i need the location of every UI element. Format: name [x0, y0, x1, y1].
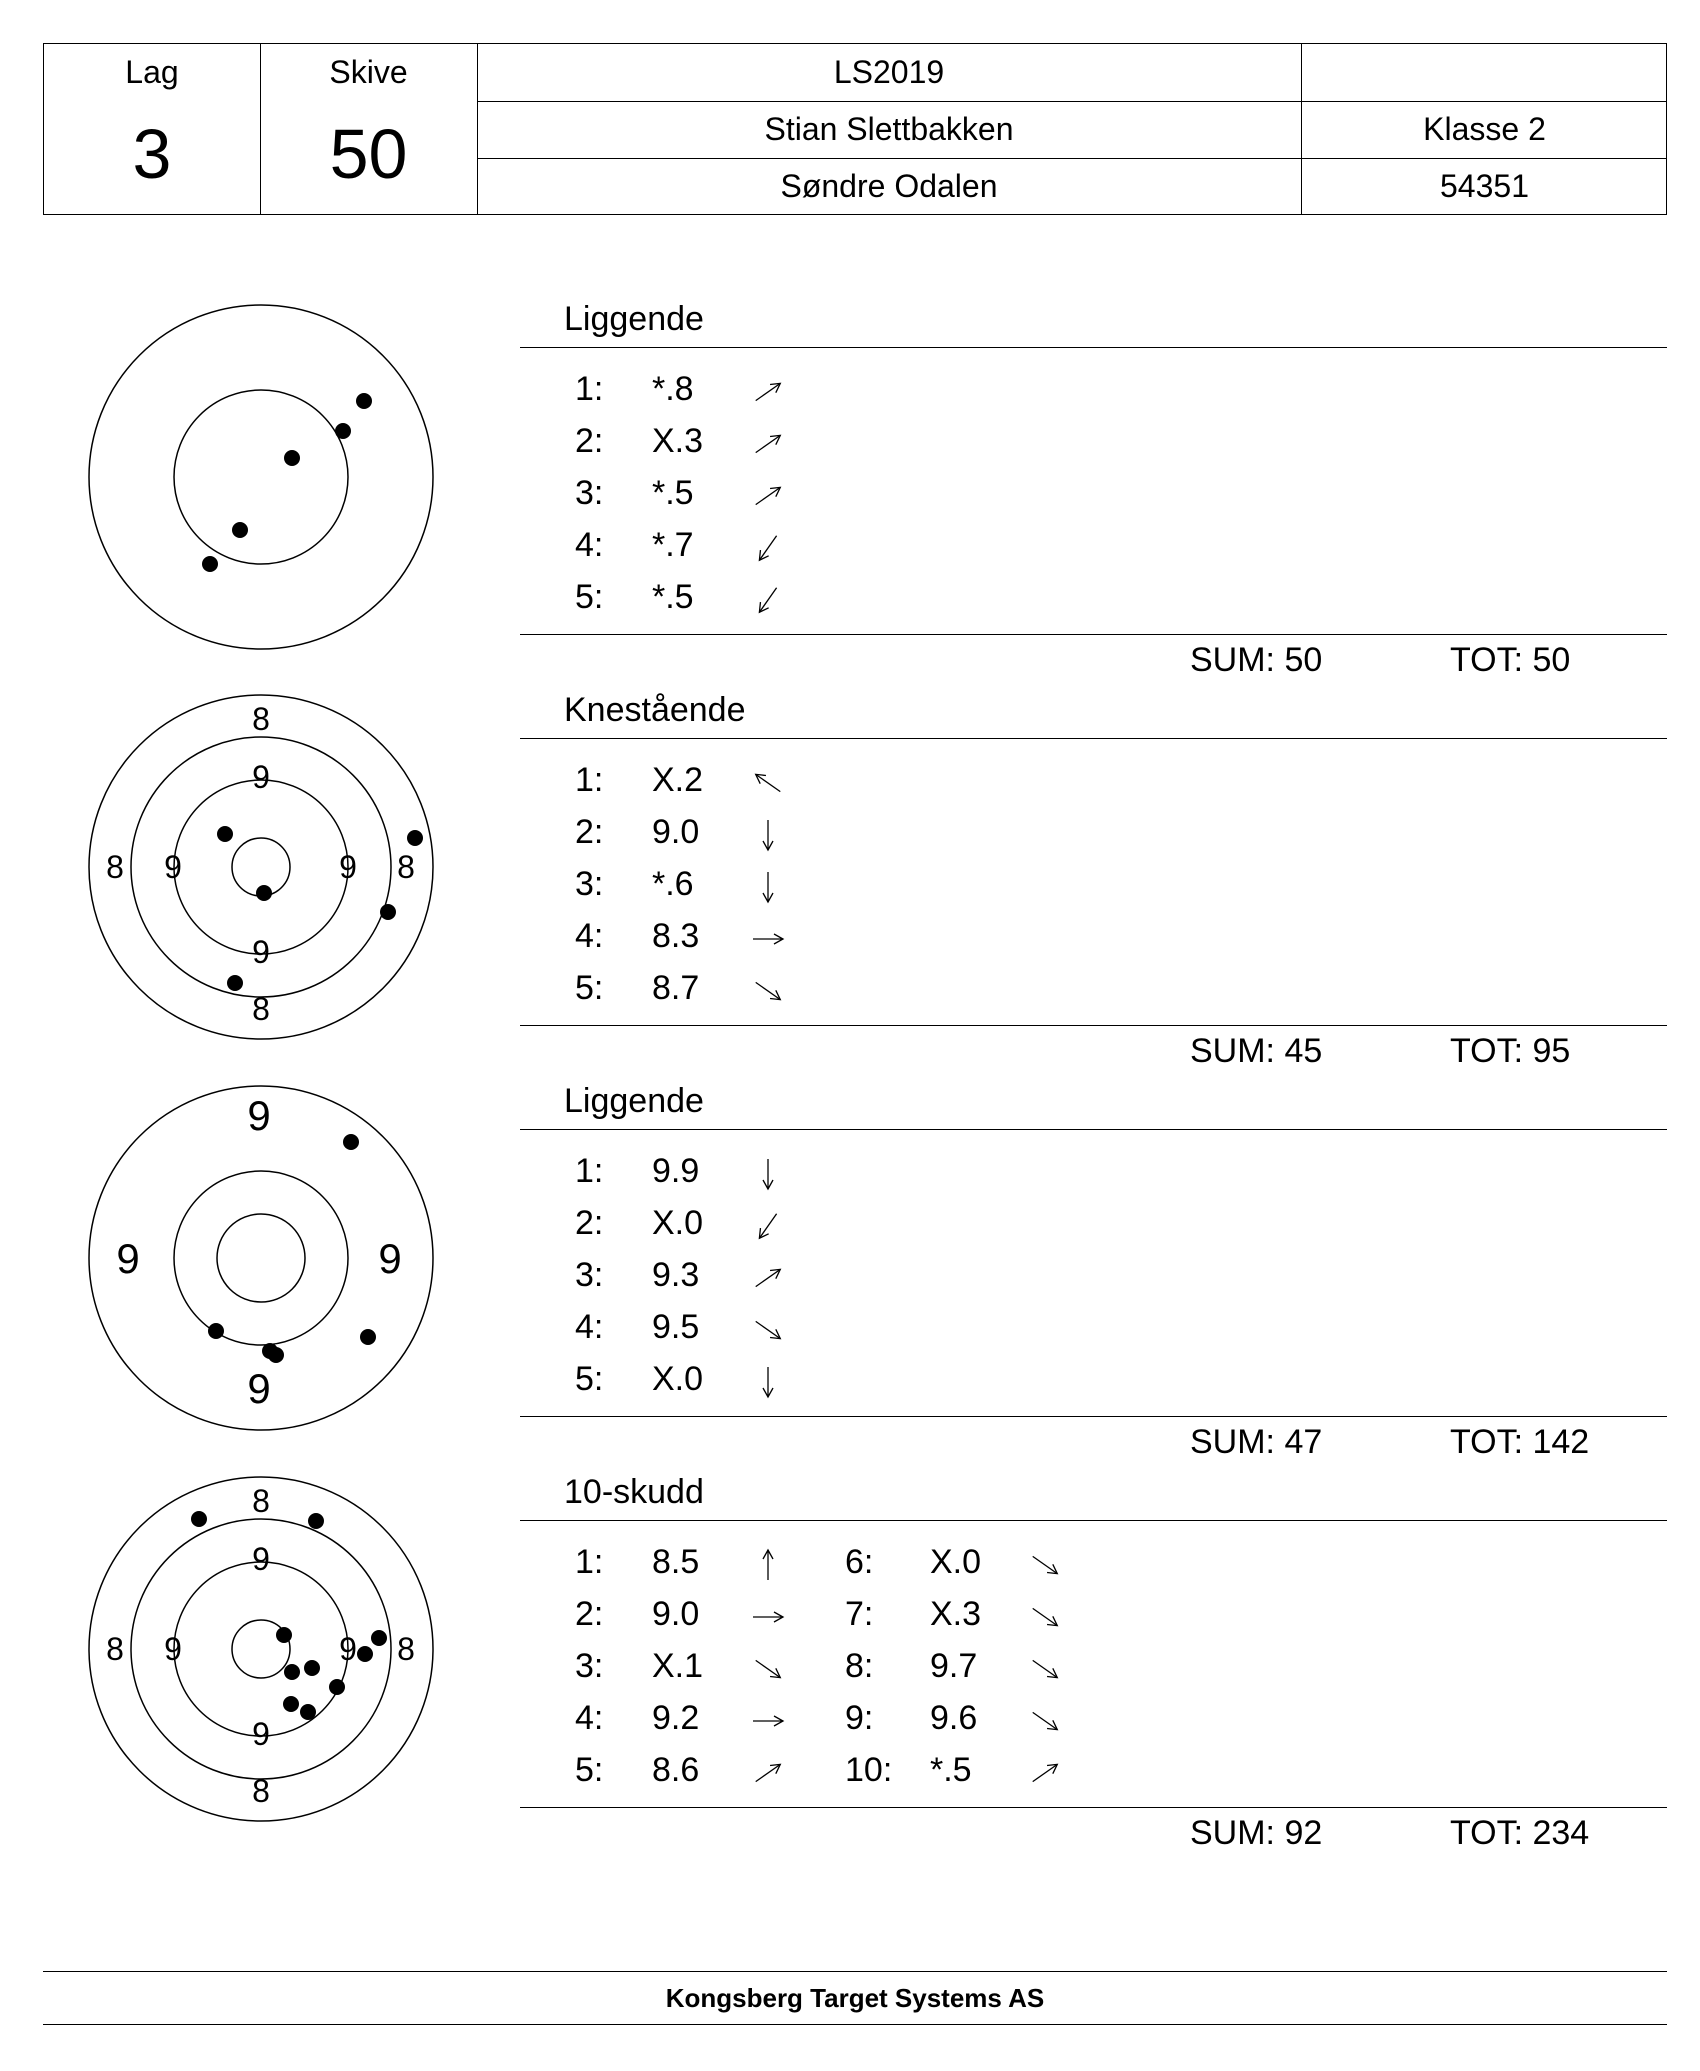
shot-hole: [329, 1679, 345, 1695]
shot-score: 9.3: [652, 1256, 700, 1294]
shot-score: *.5: [930, 1751, 972, 1789]
ring-label: 9: [247, 1365, 271, 1412]
footer-rule-bottom: [43, 2024, 1667, 2025]
series-rule-top: [520, 738, 1667, 739]
shot-score: X.0: [652, 1360, 704, 1398]
direction-arrow-icon: [748, 528, 788, 568]
direction-arrow-icon: [1025, 1545, 1065, 1585]
direction-arrow-icon: [748, 1154, 788, 1194]
series-rule-top: [520, 347, 1667, 348]
shot-hole: [284, 450, 300, 466]
direction-arrow-icon: [748, 1597, 788, 1637]
shot-hole: [380, 904, 396, 920]
shot-number: 2:: [575, 422, 604, 460]
ring-label: 9: [252, 934, 270, 970]
shot-number: 5:: [575, 1751, 604, 1789]
ring-label: 8: [397, 1631, 415, 1667]
shot-number: 3:: [575, 865, 604, 903]
shot-hole: [360, 1329, 376, 1345]
shot-number: 1:: [575, 1152, 604, 1190]
ring-label: 9: [378, 1235, 402, 1282]
shot-number: 5:: [575, 1360, 604, 1398]
shot-score: 9.9: [652, 1152, 700, 1190]
ring-label: 9: [252, 759, 270, 795]
shot-hole: [232, 522, 248, 538]
shot-score: 9.7: [930, 1647, 978, 1685]
lag-label: Lag: [125, 54, 179, 90]
series-total: TOT: 95: [1450, 1032, 1571, 1070]
shot-number: 4:: [575, 1699, 604, 1737]
club-name: Søndre Odalen: [780, 168, 998, 204]
direction-arrow-icon: [748, 1362, 788, 1402]
shot-hole: [217, 826, 233, 842]
shot-number: 4:: [575, 917, 604, 955]
shooter-id: 54351: [1440, 168, 1529, 204]
shot-number: 6:: [845, 1543, 874, 1581]
direction-arrow-icon: [748, 476, 788, 516]
skive-value: 50: [329, 115, 408, 193]
target-series-4: [86, 1474, 436, 1824]
shot-score: 9.0: [652, 1595, 700, 1633]
direction-arrow-icon: [748, 1753, 788, 1793]
shot-score: X.3: [652, 422, 704, 460]
direction-arrow-icon: [748, 919, 788, 959]
header-box: [43, 43, 1667, 215]
shot-hole: [356, 393, 372, 409]
shot-number: 1:: [575, 370, 604, 408]
direction-arrow-icon: [1025, 1597, 1065, 1637]
event-name: LS2019: [833, 54, 945, 90]
ring-label: 8: [252, 1773, 270, 1809]
series-total: TOT: 234: [1450, 1814, 1590, 1852]
direction-arrow-icon: [748, 971, 788, 1011]
series-rule-bottom: [520, 634, 1667, 635]
shot-score: *.8: [652, 370, 694, 408]
shot-score: 8.7: [652, 969, 700, 1007]
direction-arrow-icon: [1025, 1753, 1065, 1793]
shot-score: 9.2: [652, 1699, 700, 1737]
shot-score: X.2: [652, 761, 704, 799]
shooter-name: Stian Slettbakken: [764, 111, 1014, 147]
ring-label: 9: [252, 1541, 270, 1577]
shot-number: 3:: [575, 474, 604, 512]
shot-hole: [300, 1704, 316, 1720]
event-extra: [1301, 44, 1668, 101]
series-title: Knestående: [564, 691, 746, 729]
ring-label: 8: [252, 991, 270, 1027]
direction-arrow-icon: [1025, 1701, 1065, 1741]
shot-hole: [191, 1511, 207, 1527]
target-series-3: [86, 1083, 436, 1433]
shot-number: 3:: [575, 1647, 604, 1685]
shot-hole: [357, 1646, 373, 1662]
shot-hole: [256, 885, 272, 901]
direction-arrow-icon: [748, 580, 788, 620]
shooter-class: Klasse 2: [1423, 111, 1546, 147]
shot-number: 10:: [845, 1751, 893, 1789]
shot-hole: [283, 1696, 299, 1712]
ring-label: 9: [252, 1716, 270, 1752]
shot-score: *.5: [652, 474, 694, 512]
ring-label: 8: [106, 1631, 124, 1667]
shot-hole: [308, 1513, 324, 1529]
series-title: 10-skudd: [564, 1473, 704, 1511]
direction-arrow-icon: [748, 763, 788, 803]
series-rule-top: [520, 1129, 1667, 1130]
shot-number: 3:: [575, 1256, 604, 1294]
skive-label: Skive: [329, 54, 408, 90]
series-rule-bottom: [520, 1416, 1667, 1417]
shot-number: 4:: [575, 1308, 604, 1346]
shot-number: 8:: [845, 1647, 874, 1685]
direction-arrow-icon: [748, 372, 788, 412]
direction-arrow-icon: [748, 1649, 788, 1689]
shot-hole: [227, 975, 243, 991]
shot-number: 1:: [575, 1543, 604, 1581]
ring-label: 9: [164, 1631, 182, 1667]
series-title: Liggende: [564, 1082, 704, 1120]
shot-hole: [276, 1627, 292, 1643]
ring-label: 8: [252, 701, 270, 737]
shot-score: 9.0: [652, 813, 700, 851]
shot-hole: [284, 1664, 300, 1680]
series-sum: SUM: 92: [1190, 1814, 1323, 1852]
direction-arrow-icon: [748, 424, 788, 464]
shot-number: 7:: [845, 1595, 874, 1633]
shot-score: *.5: [652, 578, 694, 616]
ring-label: 8: [106, 849, 124, 885]
shot-hole: [202, 556, 218, 572]
ring-label: 9: [339, 1631, 357, 1667]
ring-label: 9: [247, 1092, 271, 1139]
shot-number: 2:: [575, 1204, 604, 1242]
shot-score: X.1: [652, 1647, 704, 1685]
shot-score: X.0: [930, 1543, 982, 1581]
ring-label: 8: [252, 1483, 270, 1519]
shot-hole: [335, 423, 351, 439]
ring-label: 9: [339, 849, 357, 885]
series-rule-bottom: [520, 1807, 1667, 1808]
ring-label: 9: [116, 1235, 140, 1282]
direction-arrow-icon: [1025, 1649, 1065, 1689]
shot-score: 8.6: [652, 1751, 700, 1789]
series-title: Liggende: [564, 300, 704, 338]
footer-company: Kongsberg Target Systems AS: [665, 1983, 1045, 2013]
shot-score: X.3: [930, 1595, 982, 1633]
shot-number: 1:: [575, 761, 604, 799]
ring-label: 9: [164, 849, 182, 885]
series-sum: SUM: 47: [1190, 1423, 1323, 1461]
series-total: TOT: 142: [1450, 1423, 1590, 1461]
shot-hole: [268, 1347, 284, 1363]
shot-hole: [343, 1134, 359, 1150]
shot-score: X.0: [652, 1204, 704, 1242]
ring-label: 8: [397, 849, 415, 885]
direction-arrow-icon: [748, 1258, 788, 1298]
series-sum: SUM: 50: [1190, 641, 1323, 679]
shot-score: *.6: [652, 865, 694, 903]
direction-arrow-icon: [748, 1206, 788, 1246]
series-sum: SUM: 45: [1190, 1032, 1323, 1070]
shot-score: 9.5: [652, 1308, 700, 1346]
direction-arrow-icon: [748, 815, 788, 855]
shot-score: 8.5: [652, 1543, 700, 1581]
shot-score: 9.6: [930, 1699, 978, 1737]
shot-score: *.7: [652, 526, 694, 564]
shot-number: 2:: [575, 1595, 604, 1633]
direction-arrow-icon: [748, 1310, 788, 1350]
series-rule-top: [520, 1520, 1667, 1521]
direction-arrow-icon: [748, 867, 788, 907]
shot-number: 4:: [575, 526, 604, 564]
series-rule-bottom: [520, 1025, 1667, 1026]
series-total: TOT: 50: [1450, 641, 1571, 679]
target-series-1: [86, 302, 436, 652]
shot-hole: [208, 1323, 224, 1339]
target-series-2: [86, 692, 436, 1042]
shot-number: 5:: [575, 578, 604, 616]
shot-hole: [407, 830, 423, 846]
lag-value: 3: [132, 115, 172, 193]
direction-arrow-icon: [748, 1545, 788, 1585]
shot-score: 8.3: [652, 917, 700, 955]
shot-number: 9:: [845, 1699, 874, 1737]
shot-number: 5:: [575, 969, 604, 1007]
shot-hole: [304, 1660, 320, 1676]
shot-hole: [371, 1630, 387, 1646]
direction-arrow-icon: [748, 1701, 788, 1741]
footer-rule-top: [43, 1971, 1667, 1972]
shot-number: 2:: [575, 813, 604, 851]
